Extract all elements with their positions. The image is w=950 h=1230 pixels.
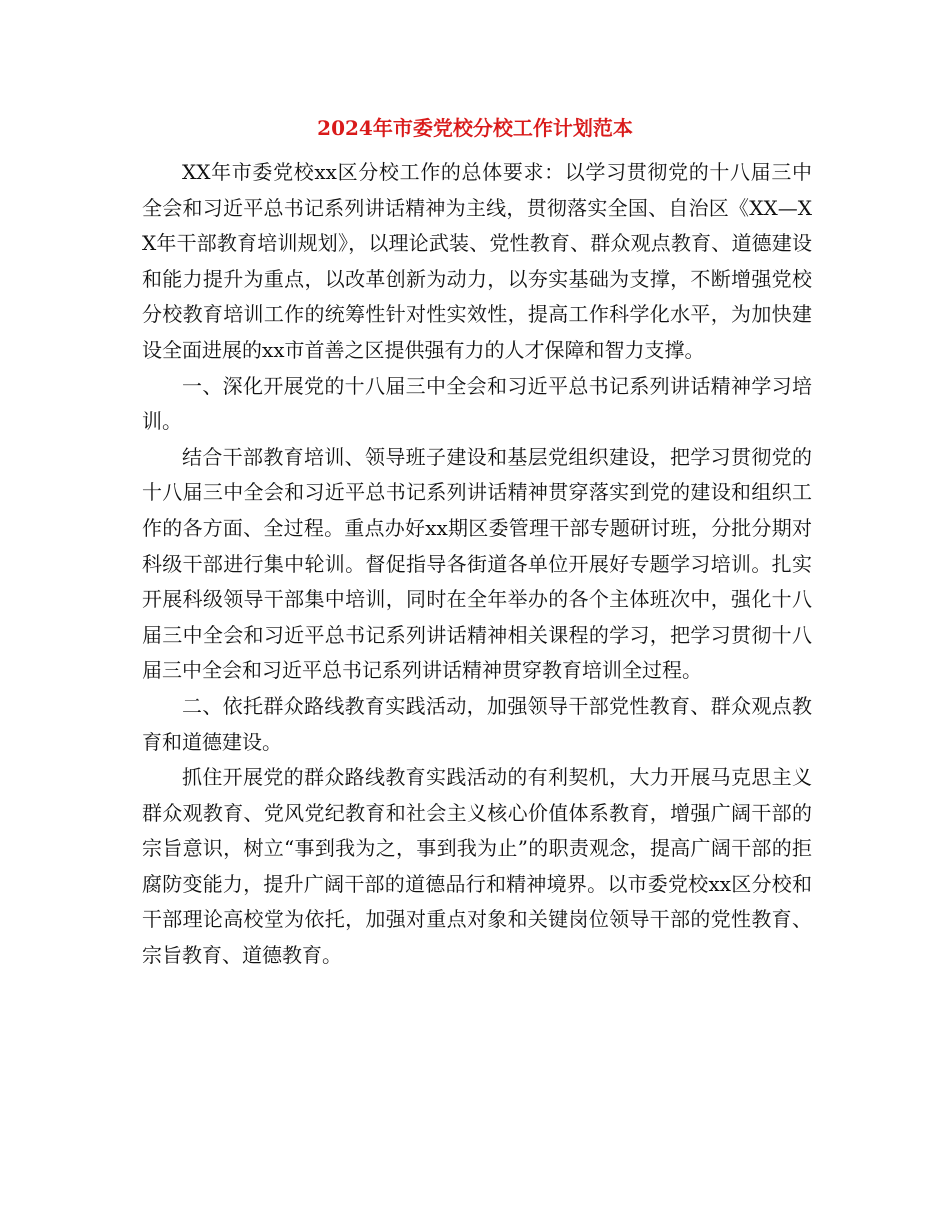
paragraph-overview: XX年市委党校xx区分校工作的总体要求：以学习贯彻党的十八届三中全会和习近平总书记系列讲话精神为主线，贯彻落实全国、自治区《XX—XX年干部教育培训规划》，以理论武装、党性教育、群众观点教育、道德建设和能力提升为重点，以改革创新为动力，以夯实基础为支撑，不断增强党校分校教育培训工作的统筹性针对性实效性，提高工作科学化水平，为加快建设全面进展的xx市首善之区提供强有力的人才保障和智力支撑。 bbox=[142, 160, 812, 362]
section-heading-1: 一、深化开展党的十八届三中全会和习近平总书记系列讲话精神学习培训。 bbox=[142, 373, 812, 434]
document-title: 2024年市委党校分校工作计划范本 bbox=[317, 116, 633, 140]
paragraph-section-2: 抓住开展党的群众路线教育实践活动的有利契机，大力开展马克思主义群众观教育、党风党纪教育和社会主义核心价值体系教育，增强广阔干部的宗旨意识，树立“事到我为之，事到我为止”的职责观念，提高广阔干部的拒腐防变能力，提升广阔干部的道德品行和精神境界。以市委党校xx区分校和干部理论高校堂为依托，加强对重点对象和关键岗位领导干部的党性教育、宗旨教育、道德教育。 bbox=[142, 765, 812, 968]
paragraph-section-1: 结合干部教育培训、领导班子建设和基层党组织建设，把学习贯彻党的十八届三中全会和习近平总书记系列讲话精神贯穿落实到党的建设和组织工作的各方面、全过程。重点办好xx期区委管理干部专题研讨班，分批分期对科级干部进行集中轮训。督促指导各街道各单位开展好专题学习培训。扎实开展科级领导干部集中培训，同时在全年举办的各个主体班次中，强化十八届三中全会和习近平总书记系列讲话精神相关课程的学习，把学习贯彻十八届三中全会和习近平总书记系列讲话精神贯穿教育培训全过程。 bbox=[142, 444, 812, 683]
section-heading-2: 二、依托群众路线教育实践活动，加强领导干部党性教育、群众观点教育和道德建设。 bbox=[142, 693, 812, 754]
document-body bbox=[142, 155, 812, 974]
